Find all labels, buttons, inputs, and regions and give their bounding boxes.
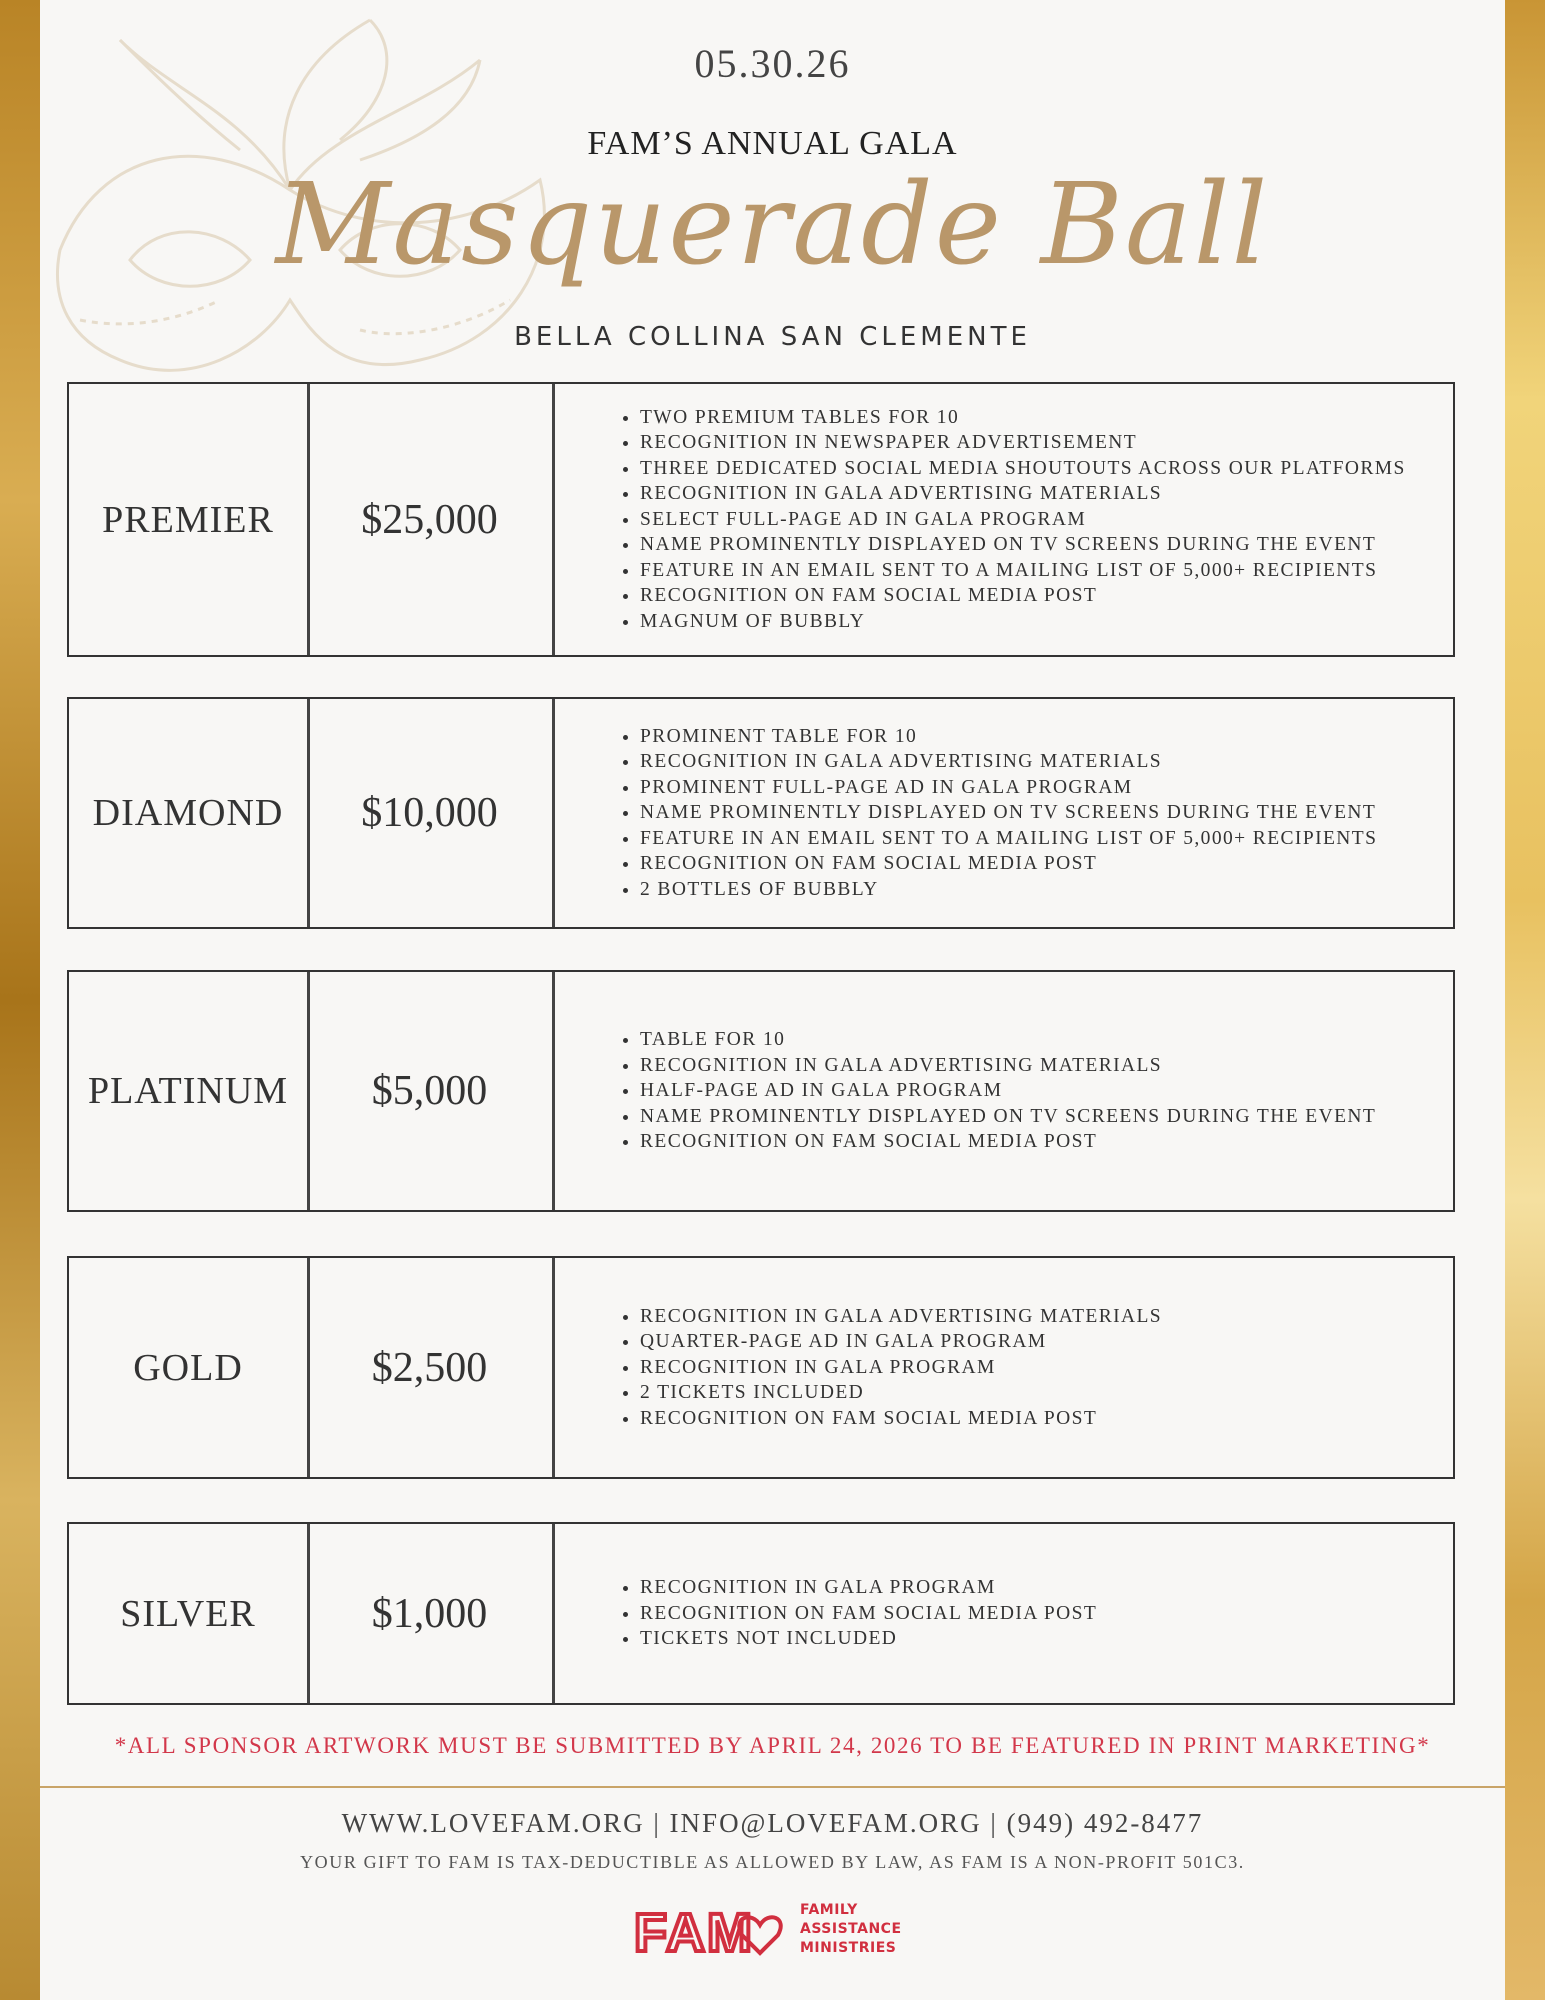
event-date: 05.30.26 <box>694 41 851 86</box>
fam-logo-mark: FAM <box>634 1903 754 1963</box>
benefit-item: • TWO PREMIUM TABLES FOR 10 <box>640 405 1406 431</box>
benefit-item: • RECOGNITION IN GALA PROGRAM <box>640 1575 1097 1601</box>
event-title: Masquerade Ball <box>275 160 1270 290</box>
benefit-item: • RECOGNITION IN GALA ADVERTISING MATERIALS <box>640 1053 1376 1079</box>
tier-premier <box>67 382 1455 657</box>
tier-name: PLATINUM <box>69 972 310 1210</box>
tier-benefits <box>614 972 1376 1210</box>
benefit-item: • HALF-PAGE AD IN GALA PROGRAM <box>640 1078 1376 1104</box>
gold-border-left <box>0 0 40 2000</box>
tier-name: GOLD <box>69 1258 310 1477</box>
benefit-item: • NAME PROMINENTLY DISPLAYED ON TV SCREENS DURING THE EVENT <box>640 532 1406 558</box>
fam-logo <box>632 1895 932 1965</box>
tier-benefits <box>614 1524 1097 1703</box>
benefit-item: • RECOGNITION IN NEWSPAPER ADVERTISEMENT <box>640 430 1406 456</box>
tier-gold <box>67 1256 1455 1479</box>
event-subtitle: FAM’S ANNUAL GALA <box>587 125 958 162</box>
benefit-item: • FEATURE IN AN EMAIL SENT TO A MAILING LIST OF 5,000+ RECIPIENTS <box>640 558 1406 584</box>
tier-silver <box>67 1522 1455 1705</box>
artwork-deadline-notice: *ALL SPONSOR ARTWORK MUST BE SUBMITTED BY APRIL 24, 2026 TO BE FEATURED IN PRINT MARKETING* <box>114 1733 1431 1758</box>
tier-benefits <box>614 699 1377 927</box>
fam-logo-icon <box>632 1895 792 1965</box>
tier-price: $2,500 <box>307 1258 555 1477</box>
tier-price: $1,000 <box>307 1524 555 1703</box>
benefit-item: • RECOGNITION IN GALA ADVERTISING MATERIALS <box>640 1304 1162 1330</box>
contact-info: WWW.LOVEFAM.ORG | INFO@LOVEFAM.ORG | (949) 492-8477 <box>341 1808 1204 1838</box>
tier-benefits <box>614 1258 1162 1477</box>
tier-price: $10,000 <box>307 699 555 927</box>
tier-benefits <box>614 384 1406 655</box>
benefit-item: • MAGNUM OF BUBBLY <box>640 609 1406 635</box>
benefit-item: • NAME PROMINENTLY DISPLAYED ON TV SCREENS DURING THE EVENT <box>640 1104 1376 1130</box>
tier-price: $25,000 <box>307 384 555 655</box>
tier-price: $5,000 <box>307 972 555 1210</box>
benefit-item: • FEATURE IN AN EMAIL SENT TO A MAILING LIST OF 5,000+ RECIPIENTS <box>640 826 1377 852</box>
benefit-item: • TICKETS NOT INCLUDED <box>640 1626 1097 1652</box>
logo-line-2: ASSISTANCE <box>800 1921 902 1937</box>
benefit-item: • TABLE FOR 10 <box>640 1027 1376 1053</box>
benefit-item: • RECOGNITION IN GALA ADVERTISING MATERIALS <box>640 749 1377 775</box>
benefit-item: • 2 BOTTLES OF BUBBLY <box>640 877 1377 903</box>
event-venue: BELLA COLLINA SAN CLEMENTE <box>514 322 1031 352</box>
benefit-item: • 2 TICKETS INCLUDED <box>640 1380 1162 1406</box>
benefit-item: • THREE DEDICATED SOCIAL MEDIA SHOUTOUTS ACROSS OUR PLATFORMS <box>640 456 1406 482</box>
fam-logo-text <box>800 1901 902 1958</box>
benefit-item: • RECOGNITION ON FAM SOCIAL MEDIA POST <box>640 851 1377 877</box>
gold-border-right <box>1505 0 1545 2000</box>
footer-divider <box>40 1786 1505 1788</box>
tier-name: SILVER <box>69 1524 310 1703</box>
benefit-item: • RECOGNITION ON FAM SOCIAL MEDIA POST <box>640 1129 1376 1155</box>
logo-line-3: MINISTRIES <box>800 1940 897 1956</box>
tier-name: DIAMOND <box>69 699 310 927</box>
benefit-item: • NAME PROMINENTLY DISPLAYED ON TV SCREENS DURING THE EVENT <box>640 800 1377 826</box>
benefit-item: • SELECT FULL-PAGE AD IN GALA PROGRAM <box>640 507 1406 533</box>
benefit-item: • RECOGNITION ON FAM SOCIAL MEDIA POST <box>640 1406 1162 1432</box>
tax-deductible-note: YOUR GIFT TO FAM IS TAX-DEDUCTIBLE AS ALLOWED BY LAW, AS FAM IS A NON-PROFIT 501C3. <box>300 1852 1245 1872</box>
tier-name: PREMIER <box>69 384 310 655</box>
benefit-item: • RECOGNITION ON FAM SOCIAL MEDIA POST <box>640 1601 1097 1627</box>
benefit-item: • RECOGNITION IN GALA PROGRAM <box>640 1355 1162 1381</box>
benefit-item: • RECOGNITION ON FAM SOCIAL MEDIA POST <box>640 583 1406 609</box>
logo-line-1: FAMILY <box>800 1902 858 1918</box>
tier-platinum <box>67 970 1455 1212</box>
benefit-item: • RECOGNITION IN GALA ADVERTISING MATERIALS <box>640 481 1406 507</box>
benefit-item: • PROMINENT TABLE FOR 10 <box>640 724 1377 750</box>
benefit-item: • QUARTER-PAGE AD IN GALA PROGRAM <box>640 1329 1162 1355</box>
benefit-item: • PROMINENT FULL-PAGE AD IN GALA PROGRAM <box>640 775 1377 801</box>
tier-diamond <box>67 697 1455 929</box>
